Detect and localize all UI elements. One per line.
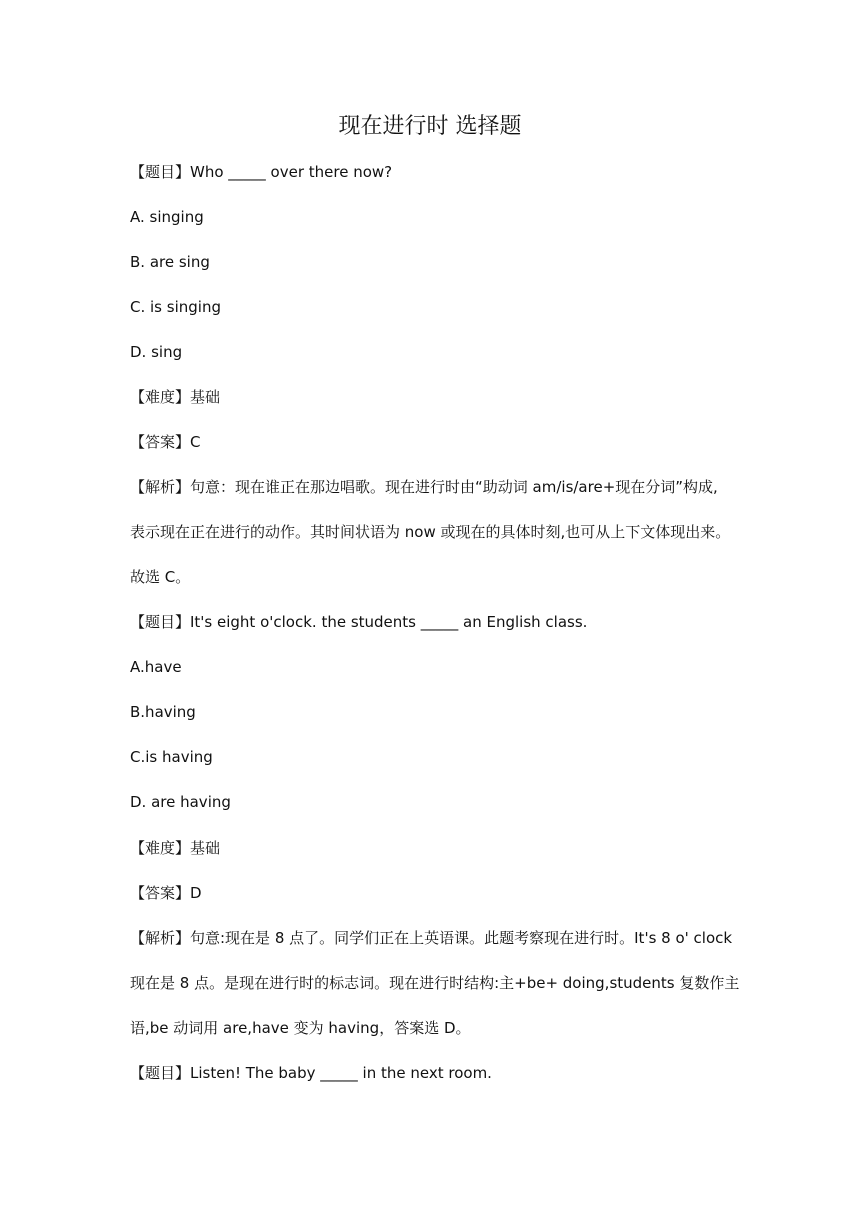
- question-1-analysis-line-3: 故选 C。: [130, 568, 191, 586]
- question-1-answer: 【答案】C: [130, 433, 201, 451]
- question-2-option-b: B.having: [130, 703, 196, 721]
- question-2-difficulty: 【难度】基础: [130, 839, 221, 857]
- question-1-analysis-line-1: 【解析】句意：现在谁正在那边唱歌。现在进行时由“助动词 am/is/are+现在分词”构成,: [130, 478, 718, 496]
- question-2-option-a: A.have: [130, 658, 182, 676]
- question-1-option-b: B. are sing: [130, 253, 210, 271]
- question-1-stem: 【题目】Who _____ over there now?: [130, 163, 393, 181]
- question-2-option-d: D. are having: [130, 793, 231, 811]
- question-1-analysis-line-2: 表示现在正在进行的动作。其时间状语为 now 或现在的具体时刻,也可从上下文体现出来。: [130, 523, 731, 541]
- question-2-analysis-line-2: 现在是 8 点。是现在进行时的标志词。现在进行时结构:主+be+ doing,students 复数作主: [130, 974, 740, 992]
- question-1-difficulty: 【难度】基础: [130, 388, 221, 406]
- page-title: 现在进行时 选择题: [338, 114, 522, 139]
- question-1-option-a: A. singing: [130, 208, 204, 226]
- question-2-analysis-line-3: 语,be 动词用 are,have 变为 having，答案选 D。: [130, 1019, 471, 1037]
- question-3-stem: 【题目】Listen! The baby _____ in the next room.: [130, 1064, 492, 1082]
- question-2-option-c: C.is having: [130, 748, 213, 766]
- question-1-option-d: D. sing: [130, 343, 183, 361]
- question-2-analysis-line-1: 【解析】句意:现在是 8 点了。同学们正在上英语课。此题考察现在进行时。It's 8 o' clock: [130, 929, 733, 947]
- question-2-answer: 【答案】D: [130, 884, 202, 902]
- question-1-option-c: C. is singing: [130, 298, 221, 316]
- question-2-stem: 【题目】It's eight o'clock. the students _____ an English class.: [130, 613, 588, 631]
